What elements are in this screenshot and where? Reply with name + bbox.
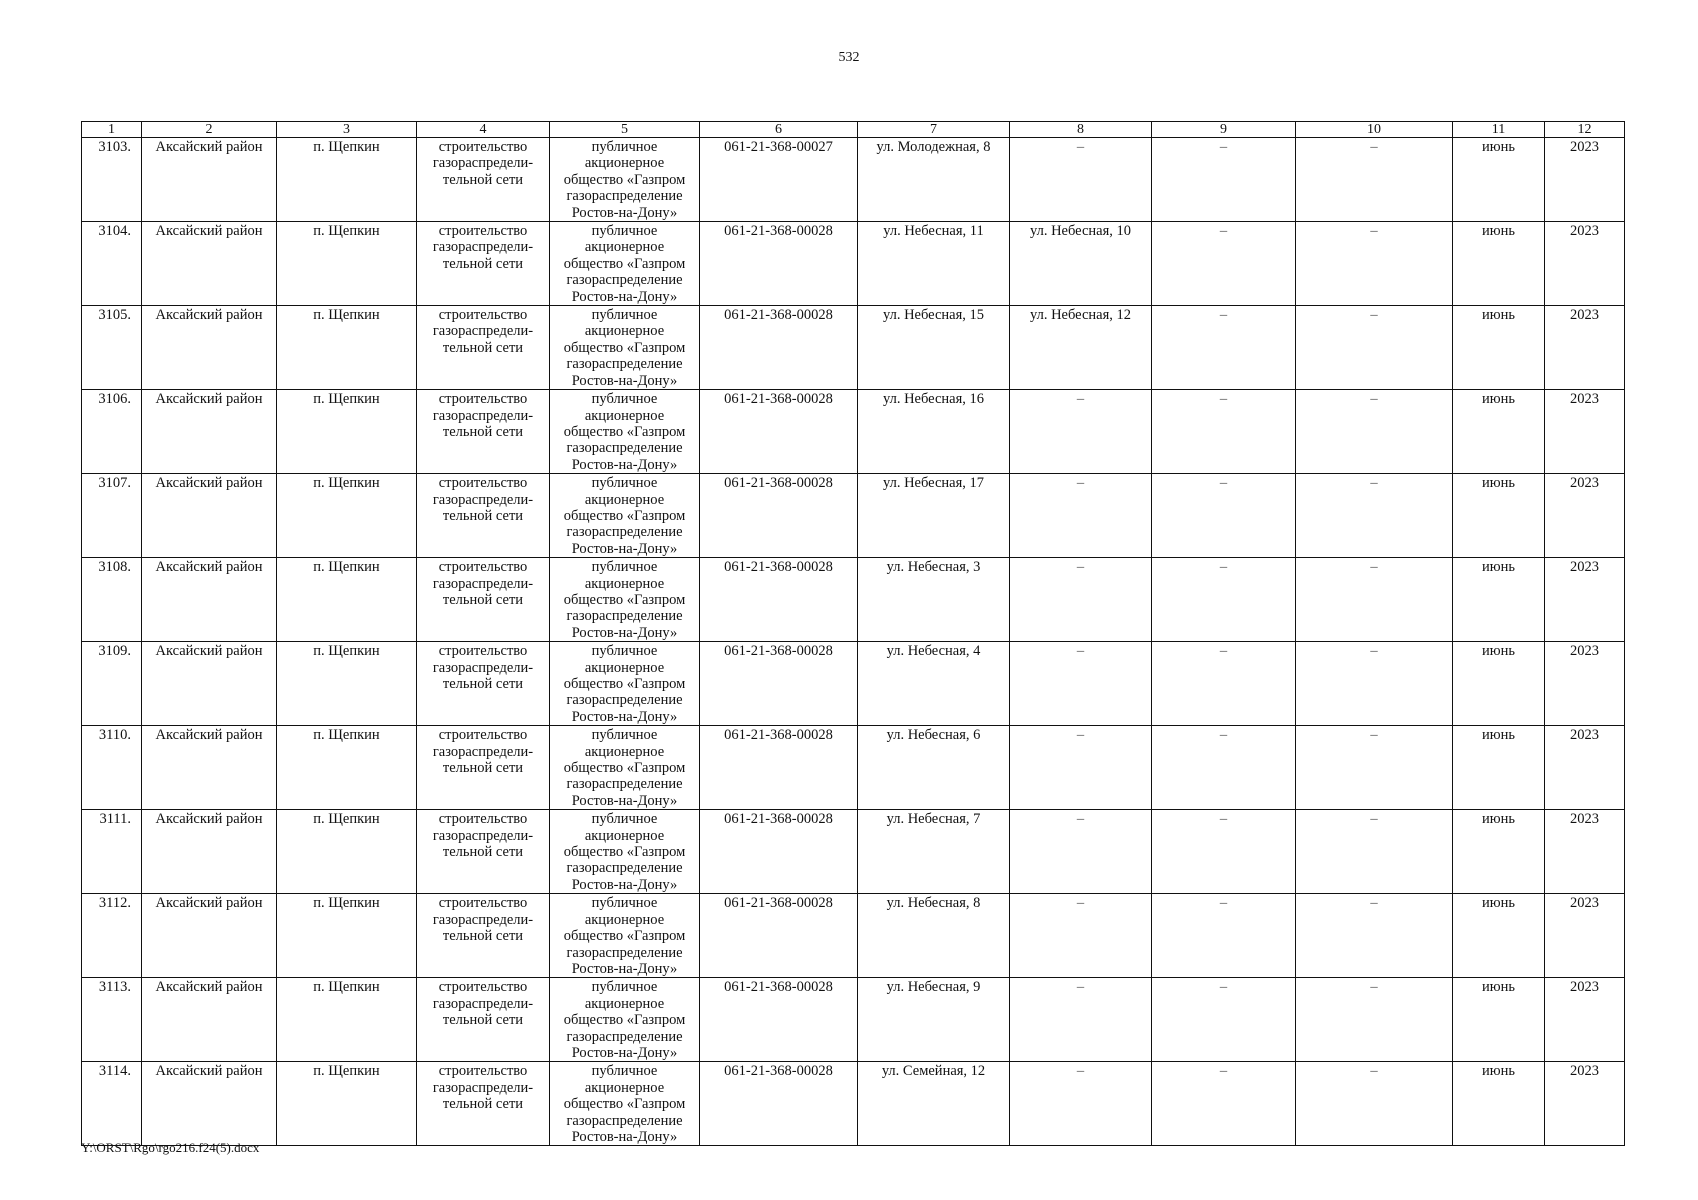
column-header: 9 bbox=[1152, 122, 1296, 138]
year-cell: 2023 bbox=[1545, 474, 1625, 558]
column-header: 2 bbox=[142, 122, 277, 138]
settlement-cell: п. Щепкин bbox=[277, 558, 417, 642]
work-type-cell: строительство газораспредели-тельной сети bbox=[417, 222, 550, 306]
column-header: 7 bbox=[858, 122, 1010, 138]
address-extra-cell: – bbox=[1010, 558, 1152, 642]
column-9-cell: – bbox=[1152, 474, 1296, 558]
row-number-cell: 3111. bbox=[82, 810, 142, 894]
column-10-cell: – bbox=[1296, 306, 1453, 390]
column-header: 12 bbox=[1545, 122, 1625, 138]
table-row bbox=[82, 558, 1625, 642]
row-number-cell: 3112. bbox=[82, 894, 142, 978]
registry-number-cell: 061-21-368-00028 bbox=[700, 222, 858, 306]
registry-number-cell: 061-21-368-00028 bbox=[700, 474, 858, 558]
column-10-cell: – bbox=[1296, 978, 1453, 1062]
year-cell: 2023 bbox=[1545, 894, 1625, 978]
column-header: 8 bbox=[1010, 122, 1152, 138]
address-extra-cell: ул. Небесная, 10 bbox=[1010, 222, 1152, 306]
column-9-cell: – bbox=[1152, 306, 1296, 390]
address-extra-cell: – bbox=[1010, 894, 1152, 978]
address-extra-cell: ул. Небесная, 12 bbox=[1010, 306, 1152, 390]
organization-cell: публичное акционерное общество «Газпром газораспределение Ростов-на-Дону» bbox=[550, 642, 700, 726]
address-cell: ул. Небесная, 4 bbox=[858, 642, 1010, 726]
organization-cell: публичное акционерное общество «Газпром газораспределение Ростов-на-Дону» bbox=[550, 138, 700, 222]
work-type-cell: строительство газораспредели-тельной сети bbox=[417, 558, 550, 642]
organization-cell: публичное акционерное общество «Газпром газораспределение Ростов-на-Дону» bbox=[550, 390, 700, 474]
column-10-cell: – bbox=[1296, 474, 1453, 558]
month-cell: июнь bbox=[1453, 726, 1545, 810]
address-cell: ул. Молодежная, 8 bbox=[858, 138, 1010, 222]
registry-number-cell: 061-21-368-00028 bbox=[700, 306, 858, 390]
settlement-cell: п. Щепкин bbox=[277, 810, 417, 894]
address-extra-cell: – bbox=[1010, 810, 1152, 894]
address-cell: ул. Небесная, 16 bbox=[858, 390, 1010, 474]
address-extra-cell: – bbox=[1010, 978, 1152, 1062]
district-cell: Аксайский район bbox=[142, 390, 277, 474]
row-number-cell: 3106. bbox=[82, 390, 142, 474]
address-extra-cell: – bbox=[1010, 726, 1152, 810]
district-cell: Аксайский район bbox=[142, 1062, 277, 1146]
column-9-cell: – bbox=[1152, 1062, 1296, 1146]
registry-number-cell: 061-21-368-00028 bbox=[700, 390, 858, 474]
row-number-cell: 3104. bbox=[82, 222, 142, 306]
month-cell: июнь bbox=[1453, 306, 1545, 390]
organization-cell: публичное акционерное общество «Газпром газораспределение Ростов-на-Дону» bbox=[550, 1062, 700, 1146]
work-type-cell: строительство газораспредели-тельной сети bbox=[417, 474, 550, 558]
table-row bbox=[82, 810, 1625, 894]
column-header: 10 bbox=[1296, 122, 1453, 138]
registry-number-cell: 061-21-368-00028 bbox=[700, 978, 858, 1062]
registry-number-cell: 061-21-368-00028 bbox=[700, 726, 858, 810]
address-cell: ул. Небесная, 6 bbox=[858, 726, 1010, 810]
work-type-cell: строительство газораспредели-тельной сети bbox=[417, 726, 550, 810]
address-cell: ул. Небесная, 11 bbox=[858, 222, 1010, 306]
column-10-cell: – bbox=[1296, 810, 1453, 894]
column-10-cell: – bbox=[1296, 642, 1453, 726]
column-10-cell: – bbox=[1296, 558, 1453, 642]
settlement-cell: п. Щепкин bbox=[277, 726, 417, 810]
year-cell: 2023 bbox=[1545, 1062, 1625, 1146]
month-cell: июнь bbox=[1453, 138, 1545, 222]
address-extra-cell: – bbox=[1010, 138, 1152, 222]
district-cell: Аксайский район bbox=[142, 978, 277, 1062]
column-9-cell: – bbox=[1152, 726, 1296, 810]
month-cell: июнь bbox=[1453, 474, 1545, 558]
district-cell: Аксайский район bbox=[142, 222, 277, 306]
row-number-cell: 3113. bbox=[82, 978, 142, 1062]
work-type-cell: строительство газораспредели-тельной сети bbox=[417, 138, 550, 222]
table-row bbox=[82, 642, 1625, 726]
district-cell: Аксайский район bbox=[142, 642, 277, 726]
year-cell: 2023 bbox=[1545, 978, 1625, 1062]
work-type-cell: строительство газораспредели-тельной сети bbox=[417, 390, 550, 474]
address-extra-cell: – bbox=[1010, 1062, 1152, 1146]
column-header: 11 bbox=[1453, 122, 1545, 138]
month-cell: июнь bbox=[1453, 558, 1545, 642]
table-row bbox=[82, 894, 1625, 978]
address-extra-cell: – bbox=[1010, 642, 1152, 726]
table-row bbox=[82, 1062, 1625, 1146]
registry-number-cell: 061-21-368-00028 bbox=[700, 894, 858, 978]
settlement-cell: п. Щепкин bbox=[277, 138, 417, 222]
column-10-cell: – bbox=[1296, 138, 1453, 222]
address-cell: ул. Небесная, 3 bbox=[858, 558, 1010, 642]
column-header: 4 bbox=[417, 122, 550, 138]
district-cell: Аксайский район bbox=[142, 726, 277, 810]
column-9-cell: – bbox=[1152, 894, 1296, 978]
table-row bbox=[82, 474, 1625, 558]
table-row bbox=[82, 222, 1625, 306]
row-number-cell: 3114. bbox=[82, 1062, 142, 1146]
year-cell: 2023 bbox=[1545, 810, 1625, 894]
organization-cell: публичное акционерное общество «Газпром газораспределение Ростов-на-Дону» bbox=[550, 894, 700, 978]
row-number-cell: 3105. bbox=[82, 306, 142, 390]
year-cell: 2023 bbox=[1545, 642, 1625, 726]
table-row bbox=[82, 390, 1625, 474]
table-row bbox=[82, 726, 1625, 810]
row-number-cell: 3108. bbox=[82, 558, 142, 642]
address-cell: ул. Семейная, 12 bbox=[858, 1062, 1010, 1146]
registry-number-cell: 061-21-368-00028 bbox=[700, 810, 858, 894]
organization-cell: публичное акционерное общество «Газпром газораспределение Ростов-на-Дону» bbox=[550, 810, 700, 894]
organization-cell: публичное акционерное общество «Газпром газораспределение Ростов-на-Дону» bbox=[550, 306, 700, 390]
table-row bbox=[82, 306, 1625, 390]
column-9-cell: – bbox=[1152, 642, 1296, 726]
year-cell: 2023 bbox=[1545, 726, 1625, 810]
settlement-cell: п. Щепкин bbox=[277, 474, 417, 558]
column-header: 3 bbox=[277, 122, 417, 138]
month-cell: июнь bbox=[1453, 810, 1545, 894]
month-cell: июнь bbox=[1453, 642, 1545, 726]
address-cell: ул. Небесная, 7 bbox=[858, 810, 1010, 894]
column-10-cell: – bbox=[1296, 894, 1453, 978]
address-cell: ул. Небесная, 17 bbox=[858, 474, 1010, 558]
work-type-cell: строительство газораспредели-тельной сети bbox=[417, 642, 550, 726]
column-10-cell: – bbox=[1296, 1062, 1453, 1146]
organization-cell: публичное акционерное общество «Газпром газораспределение Ростов-на-Дону» bbox=[550, 474, 700, 558]
district-cell: Аксайский район bbox=[142, 306, 277, 390]
address-cell: ул. Небесная, 8 bbox=[858, 894, 1010, 978]
column-10-cell: – bbox=[1296, 222, 1453, 306]
column-9-cell: – bbox=[1152, 810, 1296, 894]
footer-file-path: Y:\ORST\Rgo\rgo216.f24(5).docx bbox=[81, 1140, 260, 1155]
organization-cell: публичное акционерное общество «Газпром газораспределение Ростов-на-Дону» bbox=[550, 978, 700, 1062]
district-cell: Аксайский район bbox=[142, 558, 277, 642]
work-type-cell: строительство газораспредели-тельной сети bbox=[417, 810, 550, 894]
month-cell: июнь bbox=[1453, 1062, 1545, 1146]
row-number-cell: 3103. bbox=[82, 138, 142, 222]
year-cell: 2023 bbox=[1545, 390, 1625, 474]
settlement-cell: п. Щепкин bbox=[277, 1062, 417, 1146]
year-cell: 2023 bbox=[1545, 558, 1625, 642]
column-header: 5 bbox=[550, 122, 700, 138]
row-number-cell: 3107. bbox=[82, 474, 142, 558]
page-number: 532 bbox=[838, 50, 860, 65]
month-cell: июнь bbox=[1453, 978, 1545, 1062]
row-number-cell: 3110. bbox=[82, 726, 142, 810]
organization-cell: публичное акционерное общество «Газпром газораспределение Ростов-на-Дону» bbox=[550, 726, 700, 810]
district-cell: Аксайский район bbox=[142, 474, 277, 558]
organization-cell: публичное акционерное общество «Газпром газораспределение Ростов-на-Дону» bbox=[550, 558, 700, 642]
header-row bbox=[82, 122, 1625, 138]
settlement-cell: п. Щепкин bbox=[277, 642, 417, 726]
year-cell: 2023 bbox=[1545, 138, 1625, 222]
district-cell: Аксайский район bbox=[142, 138, 277, 222]
settlement-cell: п. Щепкин bbox=[277, 390, 417, 474]
table-row bbox=[82, 978, 1625, 1062]
work-type-cell: строительство газораспредели-тельной сети bbox=[417, 894, 550, 978]
organization-cell: публичное акционерное общество «Газпром газораспределение Ростов-на-Дону» bbox=[550, 222, 700, 306]
month-cell: июнь bbox=[1453, 894, 1545, 978]
settlement-cell: п. Щепкин bbox=[277, 894, 417, 978]
column-9-cell: – bbox=[1152, 390, 1296, 474]
registry-number-cell: 061-21-368-00028 bbox=[700, 558, 858, 642]
address-cell: ул. Небесная, 15 bbox=[858, 306, 1010, 390]
work-type-cell: строительство газораспредели-тельной сети bbox=[417, 1062, 550, 1146]
address-extra-cell: – bbox=[1010, 390, 1152, 474]
month-cell: июнь bbox=[1453, 390, 1545, 474]
district-cell: Аксайский район bbox=[142, 894, 277, 978]
column-10-cell: – bbox=[1296, 726, 1453, 810]
column-9-cell: – bbox=[1152, 222, 1296, 306]
column-10-cell: – bbox=[1296, 390, 1453, 474]
work-type-cell: строительство газораспредели-тельной сети bbox=[417, 306, 550, 390]
settlement-cell: п. Щепкин bbox=[277, 222, 417, 306]
register-table bbox=[81, 121, 1625, 1146]
work-type-cell: строительство газораспредели-тельной сети bbox=[417, 978, 550, 1062]
table-row bbox=[82, 138, 1625, 222]
settlement-cell: п. Щепкин bbox=[277, 306, 417, 390]
registry-number-cell: 061-21-368-00027 bbox=[700, 138, 858, 222]
column-9-cell: – bbox=[1152, 138, 1296, 222]
registry-number-cell: 061-21-368-00028 bbox=[700, 1062, 858, 1146]
column-9-cell: – bbox=[1152, 978, 1296, 1062]
row-number-cell: 3109. bbox=[82, 642, 142, 726]
year-cell: 2023 bbox=[1545, 306, 1625, 390]
district-cell: Аксайский район bbox=[142, 810, 277, 894]
address-extra-cell: – bbox=[1010, 474, 1152, 558]
month-cell: июнь bbox=[1453, 222, 1545, 306]
registry-number-cell: 061-21-368-00028 bbox=[700, 642, 858, 726]
column-9-cell: – bbox=[1152, 558, 1296, 642]
column-header: 6 bbox=[700, 122, 858, 138]
year-cell: 2023 bbox=[1545, 222, 1625, 306]
settlement-cell: п. Щепкин bbox=[277, 978, 417, 1062]
table-body bbox=[82, 138, 1625, 1146]
column-header: 1 bbox=[82, 122, 142, 138]
address-cell: ул. Небесная, 9 bbox=[858, 978, 1010, 1062]
